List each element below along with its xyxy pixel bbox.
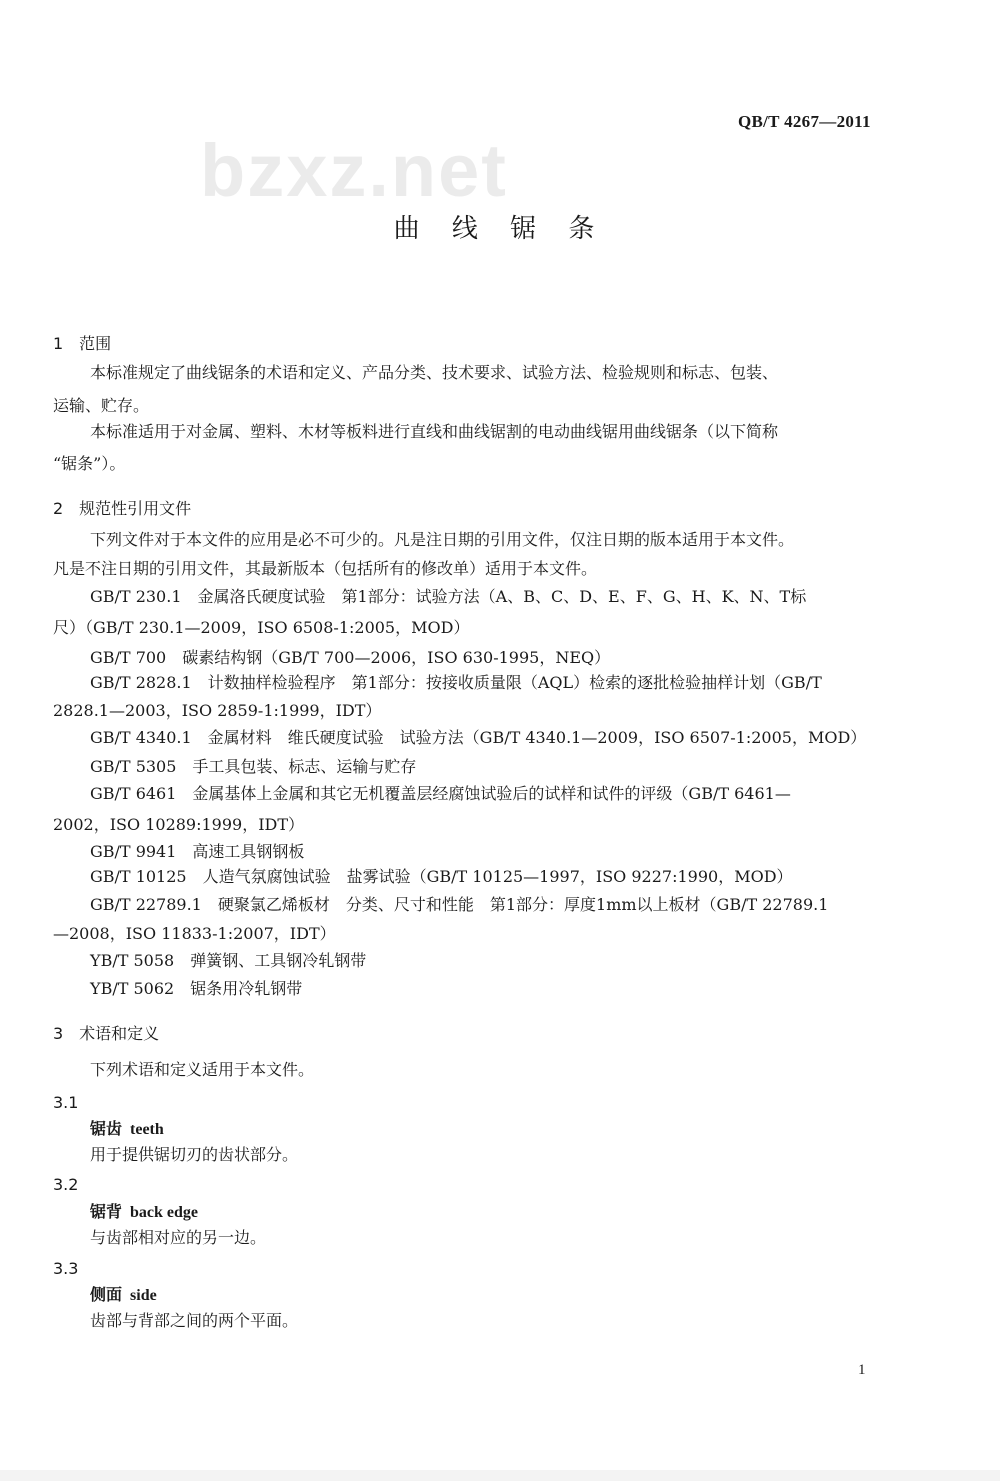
term-heading: [90, 1119, 164, 1140]
section-1-paragraph: 运输、贮存。: [53, 396, 150, 415]
term-definition: 用于提供锯切刃的齿状部分。: [90, 1145, 299, 1164]
reference-item: 2828.1—2003，ISO 2859-1:1999，IDT）: [53, 701, 382, 720]
term-chinese: 侧面: [90, 1285, 123, 1304]
term-definition: 与齿部相对应的另一边。: [90, 1228, 267, 1247]
term-number: 3.2: [53, 1175, 79, 1194]
reference-item: YB/T 5062 锯条用冷轧钢带: [90, 979, 303, 998]
term-heading: [90, 1285, 157, 1306]
section-1-paragraph: 本标准规定了曲线锯条的术语和定义、产品分类、技术要求、试验方法、检验规则和标志、包装、: [90, 363, 779, 382]
reference-item: YB/T 5058 弹簧钢、工具钢冷轧钢带: [90, 951, 367, 970]
section-2-heading: 2 规范性引用文件: [53, 499, 192, 518]
term-number: 3.1: [53, 1093, 79, 1112]
section-2-intro: 下列文件对于本文件的应用是必不可少的。凡是注日期的引用文件，仅注日期的版本适用于本文件。: [90, 530, 795, 549]
section-1-paragraph: 本标准适用于对金属、塑料、木材等板料进行直线和曲线锯割的电动曲线锯用曲线锯条（以下简称: [90, 422, 779, 441]
section-2-intro: 凡是不注日期的引用文件，其最新版本（包括所有的修改单）适用于本文件。: [53, 559, 598, 578]
standard-number: QB/T 4267—2011: [738, 112, 871, 131]
reference-item: GB/T 700 碳素结构钢（GB/T 700—2006，ISO 630-1995，NEQ）: [90, 648, 611, 667]
reference-item: 2002，ISO 10289:1999，IDT）: [53, 815, 305, 834]
section-1-paragraph: “锯条”）。: [53, 454, 126, 473]
reference-item: GB/T 5305 手工具包装、标志、运输与贮存: [90, 757, 417, 776]
reference-item: 尺）（GB/T 230.1—2009，ISO 6508-1:2005，MOD）: [53, 618, 470, 637]
reference-item: GB/T 4340.1 金属材料 维氏硬度试验 试验方法（GB/T 4340.1—2009，ISO 6507-1:2005，MOD）: [90, 728, 867, 747]
reference-item: GB/T 10125 人造气氛腐蚀试验 盐雾试验（GB/T 10125—1997，ISO 9227:1990，MOD）: [90, 867, 793, 886]
term-chinese: 锯齿: [90, 1119, 123, 1138]
term-english: teeth: [130, 1121, 164, 1138]
term-definition: 齿部与背部之间的两个平面。: [90, 1311, 299, 1330]
reference-item: GB/T 2828.1 计数抽样检验程序 第1部分：按接收质量限（AQL）检索的逐批检验抽样计划（GB/T: [90, 673, 822, 692]
section-3-heading: 3 术语和定义: [53, 1024, 160, 1043]
reference-item: GB/T 230.1 金属洛氏硬度试验 第1部分：试验方法（A、B、C、D、E、F、G、H、K、N、T标: [90, 587, 807, 606]
reference-item: —2008，ISO 11833-1:2007，IDT）: [53, 924, 336, 943]
section-3-intro: 下列术语和定义适用于本文件。: [90, 1060, 315, 1079]
scan-edge: [0, 1470, 1000, 1481]
reference-item: GB/T 22789.1 硬聚氯乙烯板材 分类、尺寸和性能 第1部分：厚度1mm以上板材（GB/T 22789.1: [90, 895, 829, 914]
term-number: 3.3: [53, 1259, 79, 1278]
reference-item: GB/T 9941 高速工具钢钢板: [90, 842, 305, 861]
page-number: 1: [858, 1362, 866, 1378]
document-title: 曲 线 锯 条: [393, 214, 607, 244]
term-english: back edge: [130, 1204, 199, 1221]
term-english: side: [130, 1287, 157, 1304]
section-1-heading: 1 范围: [53, 334, 112, 353]
reference-item: GB/T 6461 金属基体上金属和其它无机覆盖层经腐蚀试验后的试样和试件的评级（GB/T 6461—: [90, 784, 791, 803]
watermark: bzxz.net: [200, 129, 508, 212]
term-heading: [90, 1202, 198, 1223]
term-chinese: 锯背: [90, 1202, 123, 1221]
